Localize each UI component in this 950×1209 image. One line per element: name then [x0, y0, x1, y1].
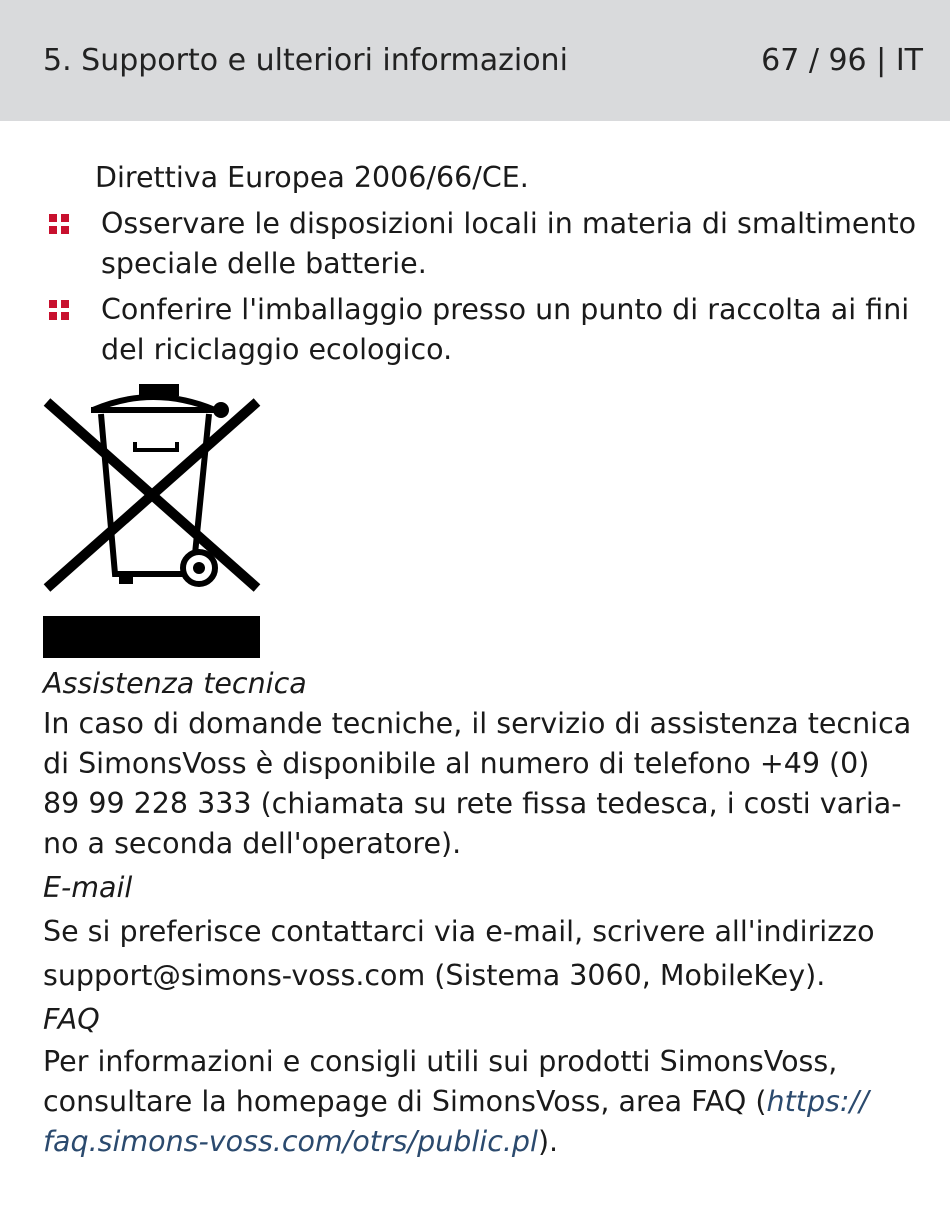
- tech-support-line: di SimonsVoss è disponibile al numero di telefono +49 (0): [43, 747, 870, 780]
- faq-line: Per informazioni e consigli utili sui prodotti SimonsVoss,: [43, 1045, 838, 1078]
- crossed-out-wheelie-bin-icon: [43, 384, 263, 660]
- page-content: [0, 158, 950, 1162]
- continuation-line: Direttiva Europea 2006/66/CE.: [95, 161, 529, 194]
- weee-black-bar: [43, 616, 260, 658]
- red-square-bullet-icon: [49, 214, 69, 234]
- faq-link-start[interactable]: https://: [766, 1085, 869, 1118]
- tech-support-line: In caso di domande tecniche, il servizio di assistenza tecnica: [43, 707, 912, 740]
- bullet-item-batteries: [43, 204, 920, 284]
- bullet-text: Osservare le disposizioni locali in materia di smaltimento speciale delle batterie.: [101, 207, 917, 280]
- bullet-item-packaging: [43, 290, 920, 370]
- faq-line: [43, 1082, 920, 1122]
- email-heading: E-mail: [43, 871, 133, 904]
- faq-line: [43, 1122, 920, 1162]
- faq-line-prefix: consultare la homepage di SimonsVoss, area FAQ (: [43, 1085, 767, 1118]
- page-header: [0, 0, 950, 121]
- section-title: 5. Supporto e ulteriori informazioni: [43, 43, 568, 78]
- tech-support-text: [43, 704, 920, 864]
- email-text: [43, 912, 920, 996]
- red-square-bullet-icon: [49, 300, 69, 320]
- email-line: support@simons-voss.com (Sistema 3060, MobileKey).: [43, 959, 826, 992]
- faq-line-suffix: ).: [537, 1125, 559, 1158]
- bullet-text: Conferire l'imballaggio presso un punto di raccolta ai fini del riciclaggio ecologico.: [101, 293, 910, 366]
- page-indicator: 67 / 96 | IT: [761, 43, 923, 78]
- tech-support-heading: Assistenza tecnica: [43, 667, 307, 700]
- email-line: Se si preferisce contattarci via e-mail, scrivere all'indirizzo: [43, 915, 875, 948]
- tech-support-line: 89 99 228 333 (chiamata su rete fissa tedesca, i costi varia-: [43, 787, 902, 820]
- faq-link[interactable]: faq.simons-voss.com/otrs/public.pl: [43, 1125, 538, 1158]
- faq-heading: FAQ: [43, 1003, 100, 1036]
- faq-text: [43, 1042, 920, 1162]
- tech-support-line: no a seconda dell'operatore).: [43, 827, 462, 860]
